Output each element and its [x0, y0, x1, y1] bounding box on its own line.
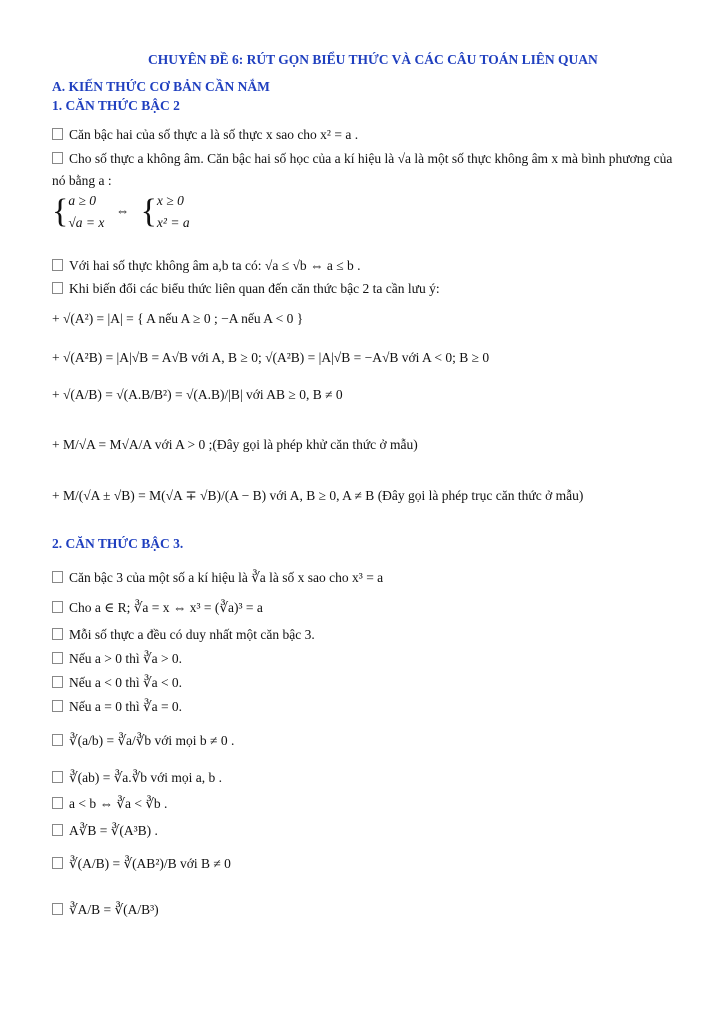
bullet-box-icon	[52, 857, 63, 869]
system-left: a ≥ 0 √a = x	[68, 193, 105, 230]
cube-root-equivalence: Cho a ∈ R; ∛a = x ⇔ x³ = (∛a)³ = a	[52, 600, 263, 616]
bullet-box-icon	[52, 903, 63, 915]
definition-square-root: Căn bậc hai của số thực a là số thực x sao cho x² = a .	[52, 127, 358, 143]
bullet-box-icon	[52, 282, 63, 294]
section-1-heading: 1. CĂN THỨC BẬC 2	[52, 98, 180, 113]
bullet-box-icon	[52, 152, 63, 164]
bullet-box-icon	[52, 797, 63, 809]
cube-root-definition: Căn bậc 3 của một số a kí hiệu là ∛a là số x sao cho x³ = a	[52, 570, 383, 586]
system-right: x ≥ 0 x² = a	[156, 193, 190, 230]
bullet-box-icon	[52, 571, 63, 583]
formula-rationalize-single: + M/√A = M√A/A với A > 0 ;(Đây gọi là phép khử căn thức ở mẫu)	[52, 437, 418, 452]
bullet-box-icon	[52, 628, 63, 640]
formula-abs-value: + √(A²) = |A| = { A nếu A ≥ 0 ; −A nếu A < 0 }	[52, 311, 304, 326]
cube-root-quotient: ∛(a/b) = ∛a/∛b với mọi b ≠ 0 .	[52, 733, 234, 749]
bullet-box-icon	[52, 259, 63, 271]
bullet-box-icon	[52, 128, 63, 140]
bullet-box-icon	[52, 734, 63, 746]
cube-root-uniqueness: Mỗi số thực a đều có duy nhất một căn bậc 3.	[52, 627, 315, 643]
cube-root-negative: Nếu a < 0 thì ∛a < 0.	[52, 675, 182, 691]
section-2-heading: 2. CĂN THỨC BẬC 3.	[52, 536, 184, 551]
formula-factor-out: + √(A²B) = |A|√B = A√B với A, B ≥ 0; √(A²B) = |A|√B = −A√B với A < 0; B ≥ 0	[52, 350, 490, 365]
right-brace: {	[140, 193, 157, 230]
cube-root-positive: Nếu a > 0 thì ∛a > 0.	[52, 651, 182, 667]
equivalence-sign: ⇔	[115, 203, 130, 219]
bullet-box-icon	[52, 700, 63, 712]
root-equivalence-system	[52, 190, 190, 234]
page-title: CHUYÊN ĐỀ 6: RÚT GỌN BIỂU THỨC VÀ CÁC CÂU TOÁN LIÊN QUAN	[148, 52, 598, 67]
left-brace: {	[52, 193, 69, 230]
cube-root-factor-in: A∛B = ∛(A³B) .	[52, 823, 158, 839]
bullet-box-icon	[52, 771, 63, 783]
root-comparison: Với hai số thực không âm a,b ta có: √a ≤ √b ⇔ a ≤ b .	[52, 258, 361, 274]
cube-root-zero: Nếu a = 0 thì ∛a = 0.	[52, 699, 182, 715]
transformation-note: Khi biến đổi các biểu thức liên quan đến căn thức bậc 2 ta cần lưu ý:	[52, 281, 440, 297]
formula-rationalize-conjugate: + M/(√A ± √B) = M(√A ∓ √B)/(A − B) với A, B ≥ 0, A ≠ B (Đây gọi là phép trục căn thức ở mẫu)	[52, 488, 584, 503]
cube-root-order: a < b ⇔ ∛a < ∛b .	[52, 796, 167, 812]
cube-root-quotient-denominator: ∛A/B = ∛(A/B³)	[52, 902, 159, 918]
cube-root-product: ∛(ab) = ∛a.∛b với mọi a, b .	[52, 770, 222, 786]
section-a-heading: A. KIẾN THỨC CƠ BẢN CẦN NẮM	[52, 79, 270, 94]
definition-arithmetic-root: Cho số thực a không âm. Căn bậc hai số học của a kí hiệu là √a là một số thực không âm x mà bình phương của nó bằng a :	[52, 151, 673, 188]
formula-root-quotient: + √(A/B) = √(A.B/B²) = √(A.B)/|B| với AB ≥ 0, B ≠ 0	[52, 387, 343, 402]
bullet-box-icon	[52, 601, 63, 613]
bullet-box-icon	[52, 652, 63, 664]
cube-root-rationalize: ∛(A/B) = ∛(AB²)/B với B ≠ 0	[52, 856, 231, 872]
bullet-box-icon	[52, 824, 63, 836]
bullet-box-icon	[52, 676, 63, 688]
